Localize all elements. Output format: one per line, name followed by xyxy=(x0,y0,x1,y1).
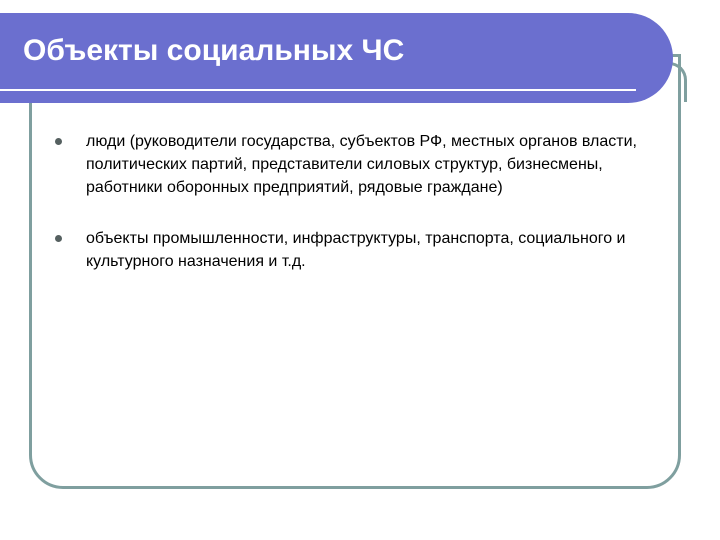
bullet-text: люди (руководители государства, субъектов РФ, местных органов власти, политических партий, представители силовых структур, бизнесмены, работники оборонных предприятий, рядовые граждане) xyxy=(86,133,637,196)
bullet-text: объекты промышленности, инфраструктуры, транспорта, социального и культурного назначения и т.д. xyxy=(86,230,626,270)
bullet-item xyxy=(54,130,664,199)
bullet-item xyxy=(54,227,664,273)
slide-title: Объекты социальных ЧС xyxy=(23,34,405,67)
bullet-list xyxy=(54,130,664,301)
bullet-dot-icon xyxy=(55,138,62,145)
bullet-dot-icon xyxy=(55,235,62,242)
